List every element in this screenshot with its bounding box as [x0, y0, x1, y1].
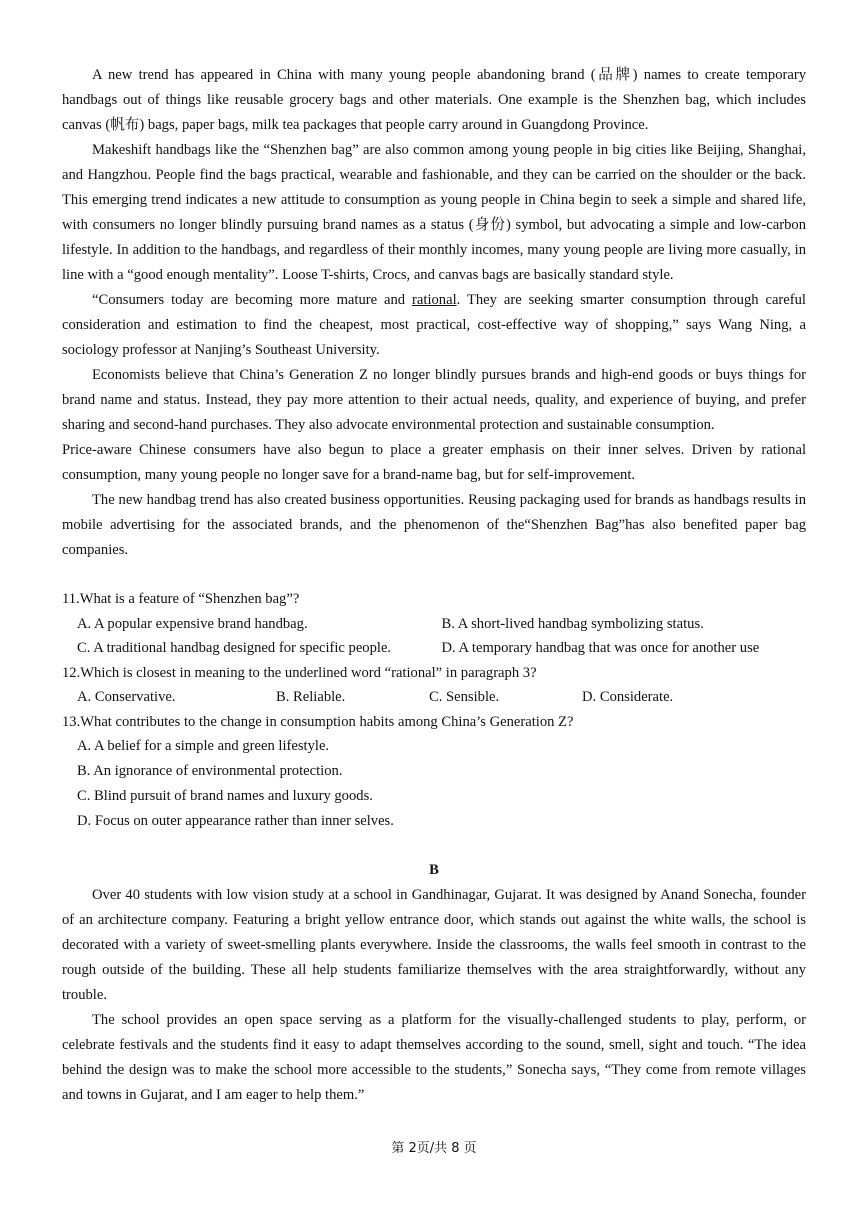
- question-12-stem: 12.Which is closest in meaning to the underlined word “rational” in paragraph 3?: [62, 664, 537, 681]
- question-12: [62, 661, 806, 710]
- passage-b-paragraph-2: The school provides an open space serving as a platform for the visually-challenged students to play, perform, or celebrate festivals and the students find it easy to adapt themselves according to the sound, smell, sight and touch. “The idea behind the design was to make the school more accessible to the students,” Sonecha says, “They come from remote villages and towns in Gujarat, and I am eager to help them.”: [62, 1012, 806, 1103]
- question-11-option-d: D. A temporary handbag that was once for another use: [441, 640, 760, 656]
- passage-a-paragraph-6: The new handbag trend has also created business opportunities. Reusing packaging used for brands as handbags results in mobile advertising for the associated brands, and the phenomenon of the“Shenzhen Bag”has also benefited paper bag companies.: [62, 492, 806, 558]
- question-12-option-c: C. Sensible.: [429, 689, 500, 705]
- question-12-option-a: A. Conservative.: [77, 689, 176, 705]
- question-11-stem: 11.What is a feature of “Shenzhen bag”?: [62, 591, 300, 607]
- passage-a-paragraph-4: Economists believe that China’s Generation Z no longer blindly pursues brands and high-end goods or buys things for brand name and status. Instead, they pay more attention to their actual needs, quality, and experience of buying, and prefer sharing and second-hand purchases. They also advocate environmental protection and sustainable consumption.: [62, 367, 806, 433]
- passage-a-paragraph-3: [62, 288, 806, 363]
- question-11-options-row-1: [62, 612, 806, 637]
- passage-b-paragraph-1: Over 40 students with low vision study at a school in Gandhinagar, Gujarat. It was designed by Anand Sonecha, founder of an architecture company. Featuring a bright yellow entrance door, which stands out against the white walls, the school is decorated with a variety of sweet-smelling plants everywhere. Inside the classrooms, the walls feel smooth in contrast to the rough outside of the building. These all help students familiarize themselves with the area straightforwardly, without any trouble.: [62, 887, 806, 1003]
- question-11-option-c: C. A traditional handbag designed for specific people.: [77, 640, 392, 656]
- question-11-options-row-2: [62, 636, 806, 661]
- question-13-option-c: C. Blind pursuit of brand names and luxury goods.: [77, 788, 373, 804]
- passage-a-paragraph-1: A new trend has appeared in China with many young people abandoning brand (品牌) names to create temporary handbags out of things like reusable grocery bags and other materials. One example is the Shenzhen bag, which includes canvas (帆布) bags, paper bags, milk tea packages that people carry around in Guangdong Province.: [62, 67, 806, 133]
- question-13-option-d: D. Focus on outer appearance rather than inner selves.: [77, 813, 394, 829]
- passage-a-paragraph-5: Price-aware Chinese consumers have also begun to place a greater emphasis on their inner selves. Driven by rational consumption, many young people no longer save for a brand-name bag, but for self-improvement.: [62, 442, 806, 483]
- question-13-stem: 13.What contributes to the change in consumption habits among China’s Generation Z?: [62, 713, 574, 730]
- page-footer: 第 2页/共 8 页: [391, 1141, 477, 1156]
- paragraph-3-text-before: “Consumers today are becoming more mature and: [92, 292, 413, 308]
- question-13-option-b: B. An ignorance of environmental protection.: [77, 763, 343, 779]
- question-12-options: [62, 685, 806, 710]
- question-11-option-a: A. A popular expensive brand handbag.: [77, 615, 308, 632]
- document-page: [62, 63, 806, 1108]
- question-11: [62, 587, 806, 661]
- question-13-option-a: A. A belief for a simple and green lifestyle.: [77, 738, 330, 754]
- question-13: [62, 710, 806, 835]
- question-12-option-b: B. Reliable.: [276, 689, 346, 705]
- question-11-option-b: B. A short-lived handbag symbolizing status.: [441, 615, 704, 632]
- underlined-word-rational: rational: [412, 292, 457, 308]
- passage-a-paragraph-2: Makeshift handbags like the “Shenzhen bag” are also common among young people in big cities like Beijing, Shanghai, and Hangzhou. People find the bags practical, wearable and fashionable, and they can be carried on the shoulder or the back. This emerging trend indicates a new attitude to consumption as young people in China begin to seek a simple and shared life, with consumers no longer blindly pursuing brand names as a status (身份) symbol, but advocating a simple and low-carbon lifestyle. In addition to the handbags, and regardless of their monthly incomes, many young people are living more casually, in line with a “good enough mentality”. Loose T-shirts, Crocs, and canvas bags are basically standard style.: [62, 142, 806, 283]
- paragraph-3-text-after: . They are seeking smarter consumption through careful consideration and estimation to find the cheapest, most practical, cost-effective way of shopping,” says Wang Ning, a sociology professor at Nanjing’s Southeast University.: [62, 292, 806, 358]
- passage-b-heading: B: [429, 862, 439, 878]
- question-12-option-d: D. Considerate.: [582, 689, 674, 705]
